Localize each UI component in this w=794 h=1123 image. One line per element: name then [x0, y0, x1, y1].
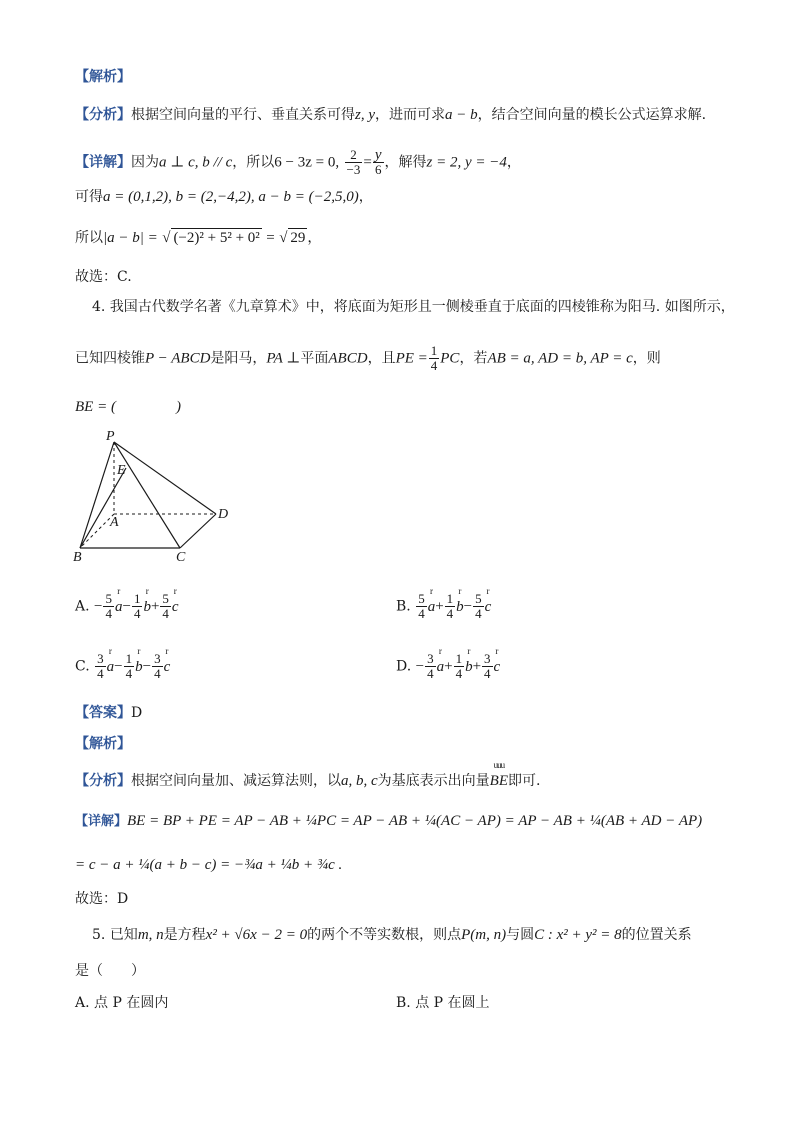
q5-option-b[interactable]: B. 点 P 在圆上: [396, 995, 490, 1011]
label-d: D: [218, 507, 229, 522]
q4-option-a[interactable]: A. − $\frac{5}{4}$ r a− $\frac{1}{4}$ r b+ $\frac{5}{4}$ r c: [75, 592, 179, 621]
segment-be: [80, 468, 126, 548]
analysis-tag: 【解析】: [75, 69, 131, 85]
q3-detail-line: 【详解】因为a ⊥ c, b // c，所以6 − 3z = 0, $\frac{2}{-3}$ = $\frac{y}{6}$ ，解得z = 2, y = −4，: [75, 147, 521, 177]
label-b: B: [73, 550, 82, 565]
label-a: A: [110, 515, 119, 530]
q5-stem-line1: 5. 已知m, n是方程x² + √6x − 2 = 0的两个不等实数根，则点P(m, n)与圆C : x² + y² = 8的位置关系: [92, 927, 692, 943]
q4-stem-line1: 4. 我国古代数学名著《九章算术》中，将底面为矩形且一侧棱垂直于底面的四棱锥称为阳马. 如图所示，: [92, 299, 735, 315]
q4-detail-line1: 【详解】BE = BP + PE = AP − AB + ¼PC = AP − AB + ¼(AC − AP) = AP − AB + ¼(AB + AD − AP): [75, 813, 703, 829]
q4-analysis-tag: 【解析】: [75, 736, 131, 752]
q5-option-a[interactable]: A. 点 P 在圆内: [75, 995, 169, 1011]
edge-cd: [180, 514, 216, 548]
q4-choice: 故选：D: [75, 891, 129, 907]
label-c: C: [176, 550, 186, 565]
q4-option-b[interactable]: B. $\frac{5}{4}$ r a+ $\frac{1}{4}$ r b− $\frac{5}{4}$ r c: [396, 592, 491, 621]
q3-norm-line: 所以|a − b| = √ (−2)² + 5² + 0² = √ 29 ，: [75, 230, 322, 246]
q4-option-d[interactable]: D. − $\frac{3}{4}$ r a+ $\frac{1}{4}$ r b+ $\frac{3}{4}$ r c: [396, 652, 500, 681]
label-p: P: [106, 429, 115, 444]
q4-stem-line3: BE = ( ): [75, 399, 181, 415]
q4-analyze-line: 【分析】根据空间向量加、减运算法则，以a, b, c为基底表示出向量uuu BE即可.: [75, 772, 540, 790]
q4-stem-line2: 已知四棱锥P − ABCD是阳马，PA ⊥平面ABCD，且PE = $\frac{1}{4}$ PC，若AB = a, AD = b, AP = c，则: [75, 343, 661, 373]
edge-pc: [114, 442, 180, 548]
pyramid-figure: [70, 428, 240, 568]
q4-option-c[interactable]: C. $\frac{3}{4}$ r a− $\frac{1}{4}$ r b− $\frac{3}{4}$ r c: [75, 652, 170, 681]
q3-choice: 故选：C.: [75, 269, 132, 285]
edge-pd: [114, 442, 216, 514]
q3-analyze-line: 【分析】根据空间向量的平行、垂直关系可得z, y，进而可求a − b，结合空间向量的模长公式运算求解.: [75, 107, 707, 123]
edge-pb: [80, 442, 114, 548]
label-e: E: [117, 463, 126, 478]
q5-stem-line2: 是（ ）: [75, 963, 145, 979]
q4-detail-line2: = c − a + ¼(a + b − c) = −¾a + ¼b + ¾c .: [75, 857, 343, 873]
q4-answer-line: 【答案】D: [75, 705, 143, 721]
q3-vectors-line: 可得a = (0,1,2), b = (2,−4,2), a − b = (−2,5,0)，: [75, 189, 373, 205]
